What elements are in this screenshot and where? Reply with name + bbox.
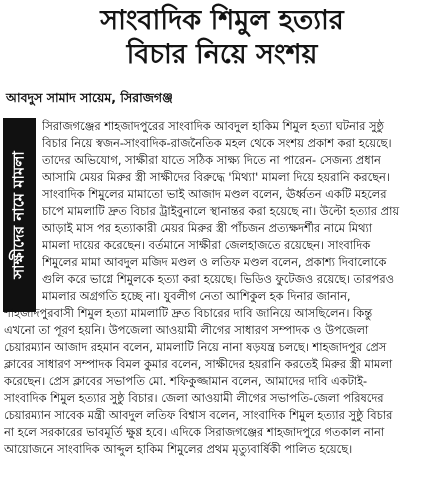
body-line: আয়োজনে সাংবাদিক আব্দুল হাকিম শিমুলের প্রথম মৃত্যুবার্ষিকী পালিত হয়েছে।	[4, 442, 353, 456]
body-line: চেয়ারম্যান আজাদ রহমান বলেন, মামলাটি নিয়ে নানা ষড়যন্ত্র চলছে। শাহজাদপুর প্রেস	[4, 340, 387, 354]
body-line: তাদের অভিযোগ, সাক্ষীরা যাতে সঠিক সাক্ষ্য দিতে না পারেন- সেজন্য প্রধান	[42, 153, 381, 167]
body-line: মামলা দায়ের করেছেন। বর্তমানে সাক্ষীরা জেলহাজতে রয়েছেন। সাংবাদিক	[42, 238, 371, 252]
headline-line-2: বিচার নিয়ে সংশয়	[126, 39, 318, 70]
sidebar-label-box	[3, 118, 36, 312]
body-line: আসামি মেয়র মিরুর স্ত্রী সাক্ষীদের বিরুদ্ধে 'মিথ্যা' মামলা দিয়ে হয়রানি করছেন।	[42, 170, 390, 184]
body-line: করেছেন। প্রেস ক্লাবের সভাপতি মো. শফিকুজ্জামান বলেন, আমাদের দাবি একটাই-	[4, 374, 368, 388]
body-line: সাংবাদিক শিমুলের মামাতো ভাই আজাদ মণ্ডল বলেন, ঊর্ধ্বতন একটি মহলের	[42, 187, 387, 201]
body-line: চেয়ারম্যান সাবেক মন্ত্রী আবদুল লতিফ বিশ্বাস বলেন, সাংবাদিক শিমুল হত্যার সুষ্ঠু বিচার	[4, 408, 393, 422]
body-line: এখনো তা পূরণ হয়নি। উপজেলা আওয়ামী লীগের সাধারণ সম্পাদক ও উপজেলা	[4, 323, 369, 337]
body-line: সিরাজগঞ্জের শাহজাদপুরের সাংবাদিক আবদুল হাকিম শিমুল হত্যা ঘটনার সুষ্ঠু	[42, 119, 384, 133]
body-line: বিচার নিয়ে স্বজন-সাংবাদিক-রাজনৈতিক মহল থেকে সংশয় প্রকাশ করা হয়েছে।	[42, 136, 392, 150]
body-line: না হলে সরকারের ভাবমূর্তি ক্ষুণ্ণ হবে। এদিকে সিরাজগঞ্জের শাহজাদপুরে গতকাল নানা	[4, 425, 385, 439]
body-line: গুলি করে ভাগ্নে শিমুলকে হত্যা করা হয়েছে। ভিডিও ফুটেজও রয়েছে। তারপরও	[42, 272, 394, 286]
body-line: চাপে মামলাটি দ্রুত বিচার ট্রাইবুনালে স্থানান্তর করা হয়েছে না। উল্টো হত্যার প্রায়	[42, 204, 400, 218]
article-headline	[0, 4, 444, 72]
body-line: সাংবাদিক শিমুল হত্যার সুষ্ঠু বিচার। জেলা আওয়ামী লীগের সভাপতি-জেলা পরিষদের	[4, 391, 384, 405]
body-line: আড়াই মাস পর হত্যাকারী মেয়র মিরুর স্ত্রী পাঁচজন প্রত্যক্ষদর্শীর নামে মিথ্যা	[42, 221, 373, 235]
sidebar-label: সাক্ষীদের নামে মামলা	[9, 151, 27, 279]
headline-line-1: সাংবাদিক শিমুল হত্যার	[100, 5, 344, 36]
body-line: শিমুলের মামা আবদুল মজিদ মণ্ডল ও লতিফ মণ্ডল বলেন, প্রকাশ্য দিবালোকে	[42, 255, 387, 269]
body-line: মামলার অগ্রগতি হচ্ছে না। যুবলীগ নেতা আশিকুল হক দিনার জানান,	[42, 289, 351, 303]
byline: আবদুস সামাদ সায়েম, সিরাজগঞ্জ	[6, 90, 173, 105]
body-line: শাহজাদপুরবাসী শিমুল হত্যা মামলাটি দ্রুত বিচারের দাবি জানিয়ে আসছিলেন। কিন্তু	[4, 306, 373, 320]
body-line: ক্লাবের সাধারণ সম্পাদক বিমল কুমার বলেন, সাক্ষীদের হয়রানি করতেই মিরুর স্ত্রী মামলা	[4, 357, 393, 371]
